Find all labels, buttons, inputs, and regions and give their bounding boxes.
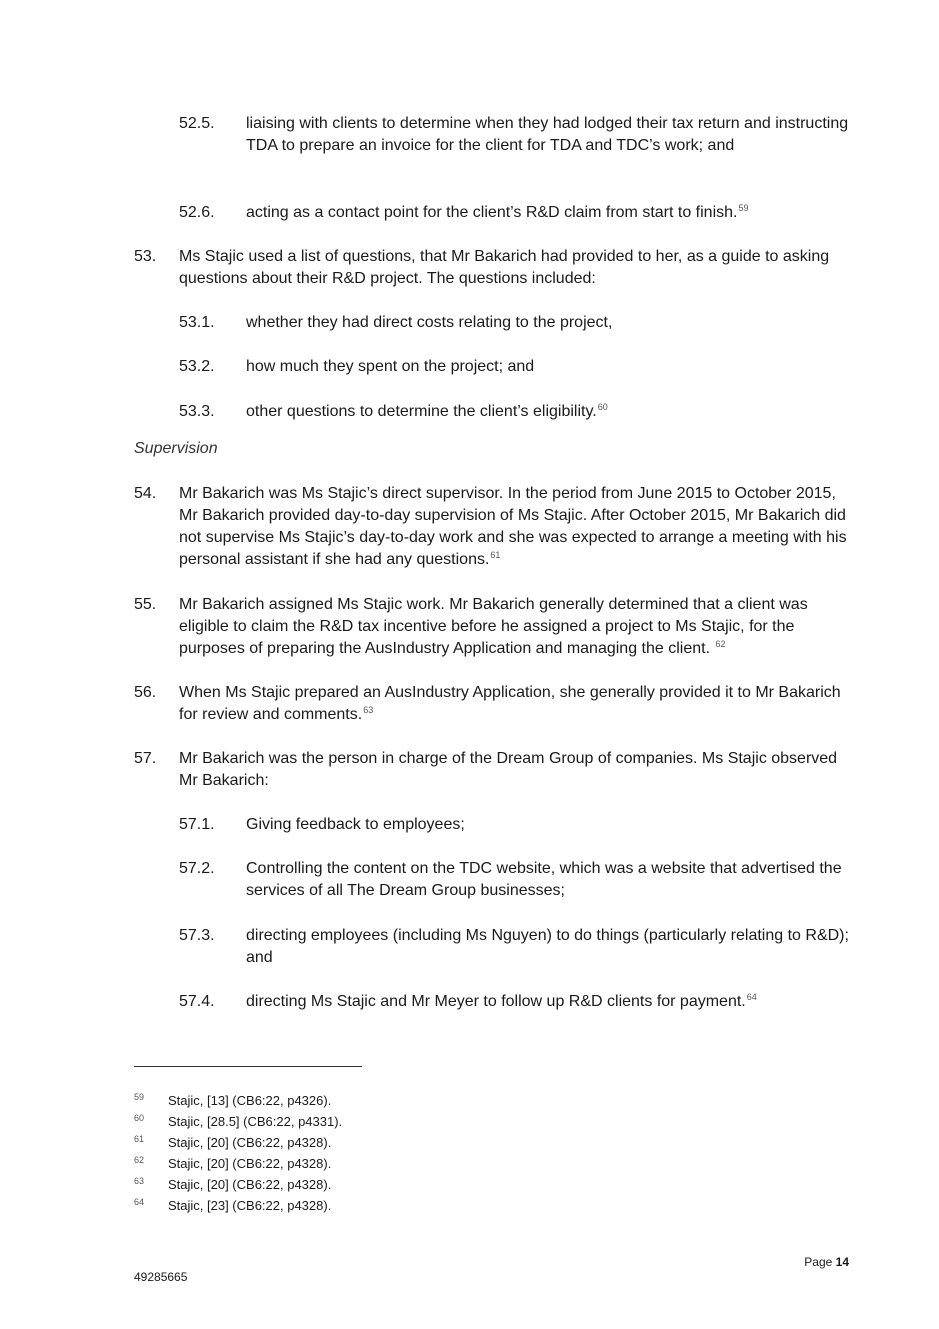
page-number [804,1255,849,1269]
paragraph-52-5 [179,113,851,157]
paragraph-53 [134,246,850,290]
paragraph-57-4 [179,991,851,1013]
paragraph-text: Controlling the content on the TDC website, which was a website that advertised the services of all The Dream Group businesses; [246,860,842,899]
footnote-61 [134,1132,634,1153]
footnote-64 [134,1195,634,1216]
paragraph-number: 56. [134,684,157,701]
footnote-63 [134,1174,634,1195]
paragraph-number: 53.1. [179,314,215,331]
paragraph-53-1 [179,312,851,334]
footnote-number: 62 [134,1155,145,1165]
paragraph-text: Giving feedback to employees; [246,816,465,833]
document-id: 49285665 [134,1270,188,1284]
footnote-ref: 63 [363,705,374,715]
paragraph-text: how much they spent on the project; and [246,358,535,375]
footnote-number: 63 [134,1176,145,1186]
paragraph-57-1 [179,814,851,836]
paragraph-57-3 [179,925,851,969]
page-label: Page [804,1255,833,1269]
footnote-number: 60 [134,1113,145,1123]
paragraph-text: Mr Bakarich assigned Ms Stajic work. Mr Bakarich generally determined that a client was eligible to claim the R&D tax incentive before he assigned a project to Ms Stajic, for the purposes of preparing the AusIndustry Application and managing the client. [179,596,808,657]
paragraph-text: acting as a contact point for the client’s R&D claim from start to finish. [246,204,738,221]
paragraph-number: 57. [134,750,157,767]
footnote-text: Stajic, [20] (CB6:22, p4328). [168,1156,332,1171]
footnote-divider [134,1066,362,1067]
paragraph-number: 55. [134,596,157,613]
paragraph-number: 57.2. [179,860,215,877]
footnote-59 [134,1090,634,1111]
paragraph-number: 57.4. [179,993,215,1010]
paragraph-number: 53. [134,248,157,265]
footnote-ref: 60 [597,402,608,412]
paragraph-text: liaising with clients to determine when they had lodged their tax return and instructing TDA to prepare an invoice for the client for TDA and TDC’s work; and [246,115,849,154]
footnote-text: Stajic, [28.5] (CB6:22, p4331). [168,1114,343,1129]
footnote-ref: 64 [746,992,757,1002]
paragraph-text: other questions to determine the client’s eligibility. [246,403,597,420]
paragraph-text: Ms Stajic used a list of questions, that Mr Bakarich had provided to her, as a guide to asking questions about their R&D project. The questions included: [179,248,830,287]
section-heading: Supervision [134,440,218,457]
footnote-text: Stajic, [20] (CB6:22, p4328). [168,1177,332,1192]
footnote-60 [134,1111,634,1132]
footnote-text: Stajic, [13] (CB6:22, p4326). [168,1093,332,1108]
paragraph-number: 57.3. [179,927,215,944]
paragraph-number: 54. [134,485,157,502]
paragraph-number: 52.6. [179,204,215,221]
paragraph-text: Mr Bakarich was the person in charge of the Dream Group of companies. Ms Stajic observed Mr Bakarich: [179,750,838,789]
footnote-text: Stajic, [23] (CB6:22, p4328). [168,1198,332,1213]
paragraph-text: directing Ms Stajic and Mr Meyer to follow up R&D clients for payment. [246,993,746,1010]
paragraph-text: directing employees (including Ms Nguyen) to do things (particularly relating to R&D); and [246,927,849,966]
footnote-number: 59 [134,1092,145,1102]
paragraph-54 [134,483,850,571]
paragraph-53-2 [179,356,851,378]
paragraph-56 [134,682,850,726]
page-number-value: 14 [835,1255,849,1269]
paragraph-57 [134,748,850,792]
footnote-62 [134,1153,634,1174]
footnote-text: Stajic, [20] (CB6:22, p4328). [168,1135,332,1150]
footnote-number: 64 [134,1197,145,1207]
footnotes [134,1090,634,1216]
paragraph-text: When Ms Stajic prepared an AusIndustry Application, she generally provided it to Mr Bakarich for review and comments. [179,684,841,723]
paragraph-number: 52.5. [179,115,215,132]
footnote-number: 61 [134,1134,145,1144]
paragraph-55 [134,594,850,660]
paragraph-52-6 [179,202,851,224]
paragraph-53-3 [179,401,851,423]
paragraph-text: whether they had direct costs relating to the project, [246,314,613,331]
paragraph-number: 53.2. [179,358,215,375]
footnote-ref: 61 [490,550,501,560]
paragraph-number: 57.1. [179,816,215,833]
paragraph-number: 53.3. [179,403,215,420]
paragraph-text: Mr Bakarich was Ms Stajic’s direct supervisor. In the period from June 2015 to October 2015, Mr Bakarich provided day-to-day supervision of Ms Stajic. After October 2015, Mr Bakarich did not supervise Ms Stajic’s day-to-day work and she was expected to arrange a meeting with his personal assistant if she had any questions. [179,485,847,568]
footnote-ref: 59 [738,203,749,213]
footnote-ref: 62 [715,639,726,649]
paragraph-57-2 [179,858,851,902]
